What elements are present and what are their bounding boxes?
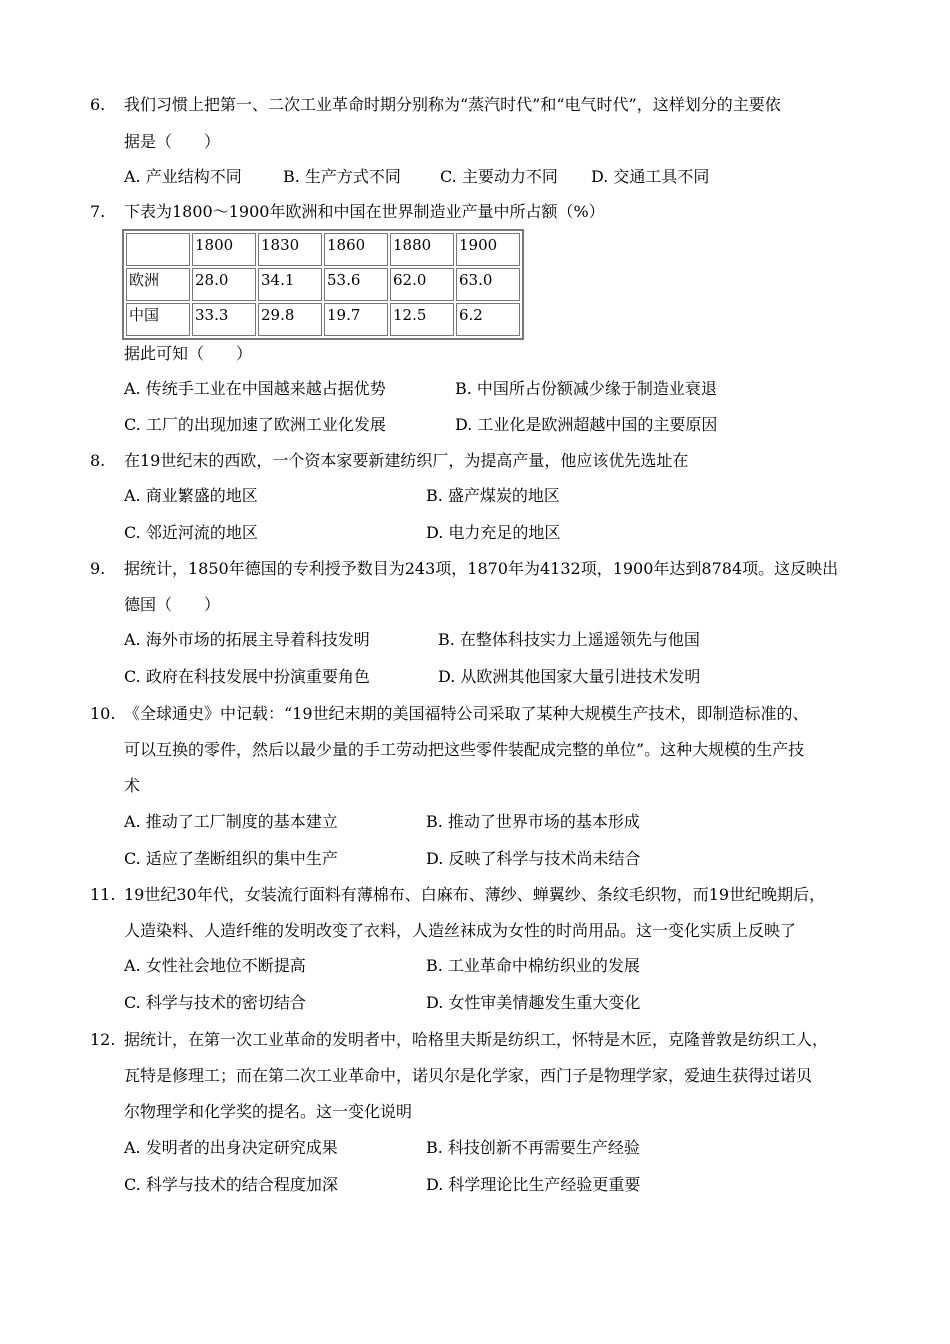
table-cell: 53.6 bbox=[324, 268, 388, 301]
option-a: A. 女性社会地位不断提高 bbox=[124, 956, 306, 975]
question-number: 6. bbox=[90, 95, 106, 114]
table-cell: 1830 bbox=[258, 233, 322, 266]
option-b: B. 生产方式不同 bbox=[283, 167, 401, 186]
question-text: 术 bbox=[124, 776, 141, 795]
table-cell: 12.5 bbox=[390, 303, 454, 336]
option-c: C. 适应了垄断组织的集中生产 bbox=[124, 849, 338, 868]
option-a: A. 商业繁盛的地区 bbox=[124, 486, 258, 505]
question-text: 在19世纪末的西欧，一个资本家要新建纺织厂，为提高产量，他应该优先选址在 bbox=[124, 451, 689, 470]
question-text: 下表为1800～1900年欧洲和中国在世界制造业产量中所占额（%） bbox=[124, 202, 605, 221]
option-d: D. 科学理论比生产经验更重要 bbox=[426, 1175, 641, 1194]
option-d: D. 交通工具不同 bbox=[591, 167, 710, 186]
question-number: 7. bbox=[90, 202, 106, 221]
option-c: C. 政府在科技发展中扮演重要角色 bbox=[124, 667, 370, 686]
option-d: D. 反映了科学与技术尚未结合 bbox=[426, 849, 641, 868]
option-a: A. 海外市场的拓展主导着科技发明 bbox=[124, 630, 370, 649]
option-c: C. 工厂的出现加速了欧洲工业化发展 bbox=[124, 415, 386, 434]
table-cell: 6.2 bbox=[456, 303, 520, 336]
question-text: 人造染料、人造纤维的发明改变了衣料，人造丝袜成为女性的时尚用品。这一变化实质上反映了 bbox=[124, 921, 797, 940]
option-d: D. 电力充足的地区 bbox=[426, 523, 561, 542]
question-number: 10. bbox=[90, 704, 116, 723]
table-cell: 1900 bbox=[456, 233, 520, 266]
table-cell: 1800 bbox=[192, 233, 256, 266]
option-d: D. 女性审美情趣发生重大变化 bbox=[426, 993, 641, 1012]
data-table bbox=[122, 229, 524, 340]
question-number: 12. bbox=[90, 1030, 116, 1049]
option-c: C. 邻近河流的地区 bbox=[124, 523, 258, 542]
option-b: B. 在整体科技实力上遥遥领先与他国 bbox=[438, 630, 700, 649]
question-text: 《全球通史》中记载：“19世纪末期的美国福特公司采取了某种大规模生产技术，即制造标准的、 bbox=[124, 704, 809, 723]
option-d: D. 从欧洲其他国家大量引进技术发明 bbox=[438, 667, 701, 686]
question-number: 9. bbox=[90, 559, 106, 578]
option-c: C. 科学与技术的结合程度加深 bbox=[124, 1175, 338, 1194]
option-d: D. 工业化是欧洲超越中国的主要原因 bbox=[455, 415, 718, 434]
table-cell: 62.0 bbox=[390, 268, 454, 301]
question-text: 据是（ ） bbox=[124, 132, 221, 151]
question-text: 瓦特是修理工；而在第二次工业革命中，诺贝尔是化学家，西门子是物理学家，爱迪生获得过诺贝 bbox=[124, 1066, 813, 1085]
table-cell: 中国 bbox=[126, 303, 190, 336]
question-text: 据统计，在第一次工业革命的发明者中，哈格里夫斯是纺织工，怀特是木匠，克隆普敦是纺织工人， bbox=[124, 1030, 829, 1049]
table-cell: 28.0 bbox=[192, 268, 256, 301]
table-cell: 29.8 bbox=[258, 303, 322, 336]
table-cell: 1880 bbox=[390, 233, 454, 266]
option-b: B. 工业革命中棉纺织业的发展 bbox=[426, 956, 640, 975]
table-cell bbox=[126, 233, 190, 266]
option-a: A. 产业结构不同 bbox=[124, 167, 242, 186]
table-cell: 欧洲 bbox=[126, 268, 190, 301]
table-cell: 1860 bbox=[324, 233, 388, 266]
option-b: B. 中国所占份额减少缘于制造业衰退 bbox=[455, 379, 717, 398]
question-text: 可以互换的零件，然后以最少量的手工劳动把这些零件装配成完整的单位”。这种大规模的生产技 bbox=[124, 740, 805, 759]
table-header-row bbox=[126, 233, 520, 266]
question-number: 8. bbox=[90, 451, 106, 470]
option-c: C. 主要动力不同 bbox=[440, 167, 558, 186]
option-a: A. 传统手工业在中国越来越占据优势 bbox=[124, 379, 386, 398]
table-cell: 19.7 bbox=[324, 303, 388, 336]
question-text: 据统计，1850年德国的专利授予数目为243项，1870年为4132项，1900年达到8784项。这反映出 bbox=[124, 559, 839, 578]
question-text: 尔物理学和化学奖的提名。这一变化说明 bbox=[124, 1102, 413, 1121]
option-b: B. 科技创新不再需要生产经验 bbox=[426, 1138, 640, 1157]
question-text: 德国（ ） bbox=[124, 595, 221, 614]
question-number: 11. bbox=[90, 885, 116, 904]
table-row bbox=[126, 268, 520, 301]
option-a: A. 发明者的出身决定研究成果 bbox=[124, 1138, 338, 1157]
question-text: 我们习惯上把第一、二次工业革命时期分别称为“蒸汽时代”和“电气时代”，这样划分的主要依 bbox=[124, 95, 781, 114]
table-cell: 34.1 bbox=[258, 268, 322, 301]
question-text: 据此可知（ ） bbox=[124, 344, 253, 363]
option-c: C. 科学与技术的密切结合 bbox=[124, 993, 306, 1012]
table-cell: 63.0 bbox=[456, 268, 520, 301]
option-b: B. 推动了世界市场的基本形成 bbox=[426, 812, 640, 831]
option-b: B. 盛产煤炭的地区 bbox=[426, 486, 560, 505]
table-row bbox=[126, 303, 520, 336]
option-a: A. 推动了工厂制度的基本建立 bbox=[124, 812, 338, 831]
question-text: 19世纪30年代，女装流行面料有薄棉布、白麻布、薄纱、蝉翼纱、条纹毛织物，而19世纪晚期后， bbox=[124, 885, 826, 904]
table-cell: 33.3 bbox=[192, 303, 256, 336]
